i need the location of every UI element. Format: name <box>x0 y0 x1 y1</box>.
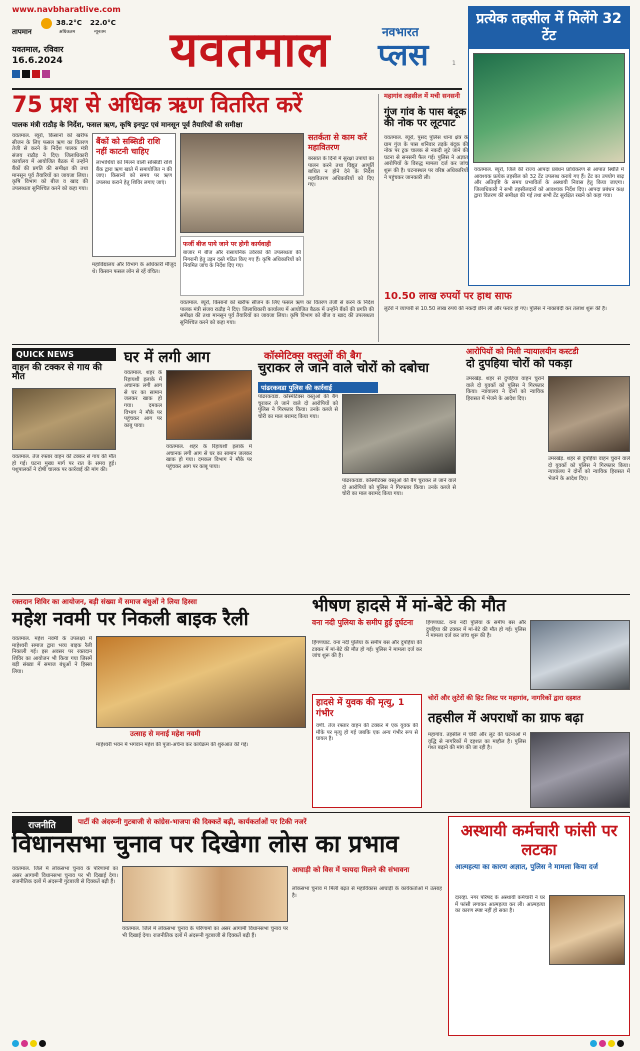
fire-photo <box>166 370 252 440</box>
sun-icon <box>41 18 52 29</box>
custody-kicker: आरोपियों को मिली न्यायालयीन कस्टडी <box>466 347 579 356</box>
accident-subhead: वना नदी पुलिया के समीप हुई दुर्घटना <box>312 618 414 627</box>
section-rule-3 <box>12 812 630 813</box>
temp-label: तापमान <box>12 28 32 36</box>
lead-sidebar-head: सतर्कता से काम करें महावितरण <box>308 133 367 152</box>
brand-big: प्लस <box>378 38 429 73</box>
column2-highlight-body: लुटेरों ने व्यापारी से 10.50 लाख रुपये की नकदी छीन ली और फरार हो गए। पुलिस ने नाकाबंदी कर तलाश शुरू की है। <box>384 306 607 312</box>
rally-kicker: रक्तदान शिविर का आयोजन, बड़ी संख्या में समाज बंधुओं ने लिया हिस्सा <box>12 598 197 606</box>
worker-body: दारव्हा. नगर परिषद के अस्थायी कर्मचारी ने घर में फांसी लगाकर आत्महत्या कर ली। आत्महत्या का कारण स्पष्ट नहीं हो सका है। <box>455 895 545 915</box>
yellow-dot-icon <box>608 1040 615 1047</box>
lead-subhead: पालक मंत्री राठौड़ के निर्देश, फसल ऋण, कृषि इनपुट एवं मानसून पूर्व तैयारियों की समीक्षा <box>12 121 243 129</box>
worker-photo <box>549 895 625 965</box>
crime-body: महागांव. तहसील में चोरी और लूट की घटनाओं में वृद्धि से नागरिकों में दहशत का माहौल है। पुलिस गश्त बढ़ाने की मांग की जा रही है। <box>428 732 526 752</box>
black-dot-icon <box>617 1040 624 1047</box>
rally-photo <box>96 636 306 728</box>
quick-news-label: QUICK NEWS <box>12 348 116 361</box>
bus-accident-photo <box>530 620 630 690</box>
lead-continuation: महाविद्यालय और विभाग के अधिकारी मौजूद थे। किसान फसल लोन से रहें वंचित। <box>92 262 176 275</box>
worker-headline: अस्थायी कर्मचारी फांसी पर लटका <box>460 821 618 859</box>
brand-top: नवभारत <box>382 25 419 39</box>
cyan-dot-icon <box>590 1040 597 1047</box>
politics-label: राजनीति <box>12 816 72 833</box>
theft-tag: पांढरकवडा पुलिस की कार्रवाई <box>258 382 378 393</box>
crime-photo <box>530 732 630 808</box>
bus-tent-photo <box>473 53 625 163</box>
weather-block <box>12 19 132 41</box>
top-right-headline: प्रत्येक तहसील में मिलेंगे 32 टेंट <box>469 7 629 49</box>
politics-headline: विधानसभा चुनाव पर दिखेगा लोस का प्रभाव <box>12 830 399 858</box>
politics-body: यवतमाल. जिले में लोकसभा चुनाव के परिणामों का असर आगामी विधानसभा चुनाव पर भी दिखाई देगा। राजनीतिक दलों में अंदरूनी गुटबाजी से दिक्कतें बढ़ी हैं। <box>12 866 118 886</box>
rally-body: यवतमाल. महेश नवमी के उपलक्ष्य में माहेश्वरी समाज द्वारा भव्य बाइक रैली निकाली गई। इस अवसर पर रक्तदान शिविर का आयोजन भी किया गया जिसमें बड़ी संख्या में समाज बंधुओं ने हिस्सा लिया। <box>12 636 92 675</box>
accident-body-2: हिंगणघाट. वना नदी पुलिया के समीप बस और दुपहिया की टक्कर में मां-बेटे की मौत हो गई। पुलिस ने मामला दर्ज कर जांच शुरू की है। <box>426 620 526 640</box>
social-icons <box>12 70 50 78</box>
worker-box <box>448 816 630 1036</box>
column-divider <box>378 94 379 342</box>
section-rule-2 <box>12 594 630 595</box>
issue-date: 16.6.2024 <box>12 56 63 66</box>
candidates-photo <box>122 866 288 922</box>
black-dot-icon <box>39 1040 46 1047</box>
lead-box-title: बैंकों को सब्सिडी राशि नहीं काटनी चाहिए <box>96 137 161 156</box>
rally-headline: महेश नवमी पर निकली बाइक रैली <box>12 608 249 630</box>
cyan-dot-icon <box>12 1040 19 1047</box>
magenta-dot-icon <box>599 1040 606 1047</box>
lead-box-body: लाभार्थियों को मिलने वाली सब्सिडी राशि बैंक द्वारा ऋण खाते में समायोजित न की जाए। किसानों को समय पर ऋण उपलब्ध कराने हेतु शिविर लगाए जाएं। <box>96 160 172 186</box>
cow-photo <box>12 388 116 450</box>
masthead-title: यवतमाल <box>170 22 331 78</box>
politics-kicker: पार्टी की अंदरूनी गुटबाजी से कांग्रेस-भाजपा की दिक्कतें बढ़ी, कार्यकर्ताओं पर टिकी नजरें <box>78 818 307 826</box>
theft-kicker: कॉस्मेटिक्स वस्तुओं की बैग <box>264 351 362 362</box>
column2-body: यवतमाल. ब्यूरो, पुसद पुलिस थाना क्षेत्र के ग्राम गुंज के पास शनिवार तड़के बंदूक की नोक पर ट्रक चालक से नकदी लूटे जाने की घटना से सनसनी फैल गई। पुलिस ने अज्ञात आरोपियों के विरुद्ध मामला दर्ज कर जांच शुरू की है। घटनास्थल पर वरिष्ठ अधिकारियों ने पहुंचकर जानकारी ली। <box>384 135 468 181</box>
top-right-box <box>468 6 630 286</box>
city-day: यवतमाल, रविवार <box>12 45 64 54</box>
registration-dots-left <box>12 1040 46 1047</box>
fire-headline: घर में लगी आग <box>124 348 210 366</box>
lead-body: यवतमाल. ब्यूरो, किसानों को खरीफ सीजन के लिए फसल ऋण का वितरण तेजी से करने के निर्देश पालक मंत्री संजय राठौड़ ने दिए। जिलाधिकारी कार्यालय में आयोजित बैठक में उन्होंने बैंकों की प्रगति की समीक्षा की तथा मानसून पूर्व तैयारियों का जायजा लिया। कृषि विभाग को बीज व खाद की उपलब्धता सुनिश्चित करने को कहा गया। <box>12 133 88 192</box>
accident-box-head: हादसे में युवक की मृत्यु, 1 गंभीर <box>316 698 405 719</box>
fire-body: यवतमाल. शहर के रिहायशी इलाके में अचानक लगी आग से घर का सामान जलकर खाक हो गया। दमकल विभाग ने मौके पर पहुंचकर आग पर काबू पाया। <box>124 370 162 429</box>
politics-body-2: यवतमाल. जिले में लोकसभा चुनाव के परिणामों का असर आगामी विधानसभा चुनाव पर भी दिखाई देगा। राजनीतिक दलों में अंदरूनी गुटबाजी से दिक्कतें बढ़ी हैं। <box>122 926 288 939</box>
instagram-icon[interactable] <box>42 70 50 78</box>
lead-sidebar <box>308 133 374 303</box>
temp-high: 38.2°C <box>56 19 82 27</box>
rally-photo-body: माहेश्वरी भवन में भगवान महेश की पूजा-अर्चना कर कार्यक्रम की शुरुआत की गई। <box>96 742 249 748</box>
page-number: 1 <box>452 60 456 67</box>
politics-photo-head: आघाड़ी को विस में फायदा मिलने की संभावना <box>292 866 410 874</box>
registration-dots-right <box>590 1040 624 1047</box>
column2-highlight: 10.50 लाख रुपयों पर हाथ साफ <box>384 291 512 302</box>
custody-photo <box>548 376 630 452</box>
lead-photo-caption-head: फर्जी बीज पाये जाने पर होगी कार्यवाही <box>183 241 271 248</box>
youtube-icon[interactable] <box>32 70 40 78</box>
low-label: न्यूनतम <box>94 30 106 35</box>
rally-caption: उत्साह से मनाई महेश नवमी <box>130 730 201 738</box>
column2-headline: गुंज गांव के पास बंदूक की नोक पर लूटपाट <box>384 107 467 129</box>
custody-headline: दो दुपहिया चोरों को पकड़ा <box>466 357 572 370</box>
lead-sidebar-body: बरसात के दिनों में सुरक्षा उपायों का पालन करने तथा विद्युत आपूर्ति बाधित न होने देने के निर्देश महावितरण अधिकारियों को दिए गए। <box>308 156 374 189</box>
accident-box <box>312 694 422 808</box>
accident-box-body: वणी. तेज रफ्तार वाहन की टक्कर में एक युवक की मौके पर मृत्यु हो गई जबकि एक अन्य गंभीर रूप से घायल है। <box>316 723 418 743</box>
theft-headline: चुराकर ले जाने वाले चोरों को दबोचा <box>258 361 429 376</box>
lead-headline: 75 प्रश से अधिक ऋण वितरित करें <box>12 93 303 118</box>
accident-headline-visible: भीषण हादसे में मां-बेटे की मौत <box>312 596 506 616</box>
twitter-icon[interactable] <box>22 70 30 78</box>
custody-body: उमरखेड़. शहर से दुपहिया वाहन चुराने वाले दो युवकों को पुलिस ने गिरफ्तार किया। न्यायालय ने दोनों को न्यायिक हिरासत में भेजने के आदेश दिए। <box>466 376 544 402</box>
lead-continuation-2: यवतमाल. ब्यूरो, किसानों को खरीफ सीजन के लिए फसल ऋण का वितरण तेजी से करने के निर्देश पालक मंत्री संजय राठौड़ ने दिए। जिलाधिकारी कार्यालय में आयोजित बैठक में उन्होंने बैंकों की प्रगति की समीक्षा की तथा मानसून पूर्व तैयारियों का जायजा लिया। कृषि विभाग को बीज व खाद की उपलब्धता सुनिश्चित करने को कहा गया। <box>180 300 374 326</box>
lead-box <box>92 133 176 257</box>
temp-low: 22.0°C <box>90 19 116 27</box>
crime-headline: तहसील में अपराधों का ग्राफ बढ़ा <box>428 711 584 726</box>
crime-kicker: चोरों और लुटेरों की हिट लिस्ट पर महागांव, नागरिकों द्वारा दहशत <box>428 694 581 702</box>
worker-subhead: आत्महत्या का कारण अज्ञात, पुलिस ने मामला किया दर्ज <box>455 863 598 871</box>
yellow-dot-icon <box>30 1040 37 1047</box>
section-rule-1 <box>12 344 630 345</box>
accident-body: हिंगणघाट. वना नदी पुलिया के समीप बस और दुपहिया की टक्कर में मां-बेटे की मौत हो गई। पुलिस ने मामला दर्ज कर जांच शुरू की है। <box>312 640 422 660</box>
custody-body-2: उमरखेड़. शहर से दुपहिया वाहन चुराने वाले दो युवकों को पुलिस ने गिरफ्तार किया। न्यायालय ने दोनों को न्यायिक हिरासत में भेजने के आदेश दिए। <box>548 456 630 482</box>
facebook-icon[interactable] <box>12 70 20 78</box>
top-right-body: यवतमाल. ब्यूरो, जिले की राज्य आपदा प्रबंधन प्राधिकरण से आपात स्थिति में आवश्यक प्रत्येक तहसील को 32 टेंट उपलब्ध कराये गए हैं। टेंट का उपयोग बाढ़ और अतिवृष्टि के समय प्रभावितों के अस्थायी निवास हेतु किया जाएगा। जिलाधिकारी ने सभी तहसीलदारों को आवश्यक निर्देश दिए। आपदा प्रबंधन कक्ष द्वारा वितरण की समीक्षा की गई तथा सभी टेंट सुरक्षित रखने को कहा गया। <box>474 167 624 200</box>
masthead-rule <box>12 88 462 90</box>
website-url[interactable]: www.navbharatlive.com <box>12 5 121 14</box>
meeting-photo <box>180 133 304 233</box>
politics-photo-body: लोकसभा चुनाव में मिली बढ़त से महाविकास आघाड़ी के कार्यकर्ताओं में उत्साह है। <box>292 886 442 899</box>
arrest-photo <box>342 394 456 474</box>
theft-body: पांढरकवडा. कॉस्मेटिक्स वस्तुओं की बैग चुराकर ले जाने वाले दो आरोपियों को पुलिस ने गिरफ्तार किया। उनके कब्जे से चोरी का माल बरामद किया गया। <box>258 394 338 420</box>
magenta-dot-icon <box>21 1040 28 1047</box>
high-label: अधिकतम <box>59 30 76 35</box>
theft-body-2: पांढरकवडा. कॉस्मेटिक्स वस्तुओं की बैग चुराकर ले जाने वाले दो आरोपियों को पुलिस ने गिरफ्तार किया। उनके कब्जे से चोरी का माल बरामद किया गया। <box>342 478 456 498</box>
lead-photo-caption-body: बाजार में बीज और रासायनिक उर्वरकों की उपलब्धता की निगरानी हेतु उड़न दस्ते गठित किए गए हैं। कृषि अधिकारियों को नियमित जांच के निर्देश दिए गए। <box>183 250 301 270</box>
quick-news-headline: वाहन की टक्कर से गाय की मौत <box>12 363 102 383</box>
column2-kicker: महागांव तहसील में मची सनसनी <box>384 92 460 100</box>
quick-news-body: यवतमाल. तेज रफ्तार वाहन की टक्कर से गाय की मौत हो गई। घटना मुख्य मार्ग पर रात के समय हुई। पशुपालकों ने दोषी चालक पर कार्रवाई की मांग की। <box>12 454 116 474</box>
fire-body-2: यवतमाल. शहर के रिहायशी इलाके में अचानक लगी आग से घर का सामान जलकर खाक हो गया। दमकल विभाग ने मौके पर पहुंचकर आग पर काबू पाया। <box>166 444 252 470</box>
lead-photo-caption <box>180 236 304 296</box>
